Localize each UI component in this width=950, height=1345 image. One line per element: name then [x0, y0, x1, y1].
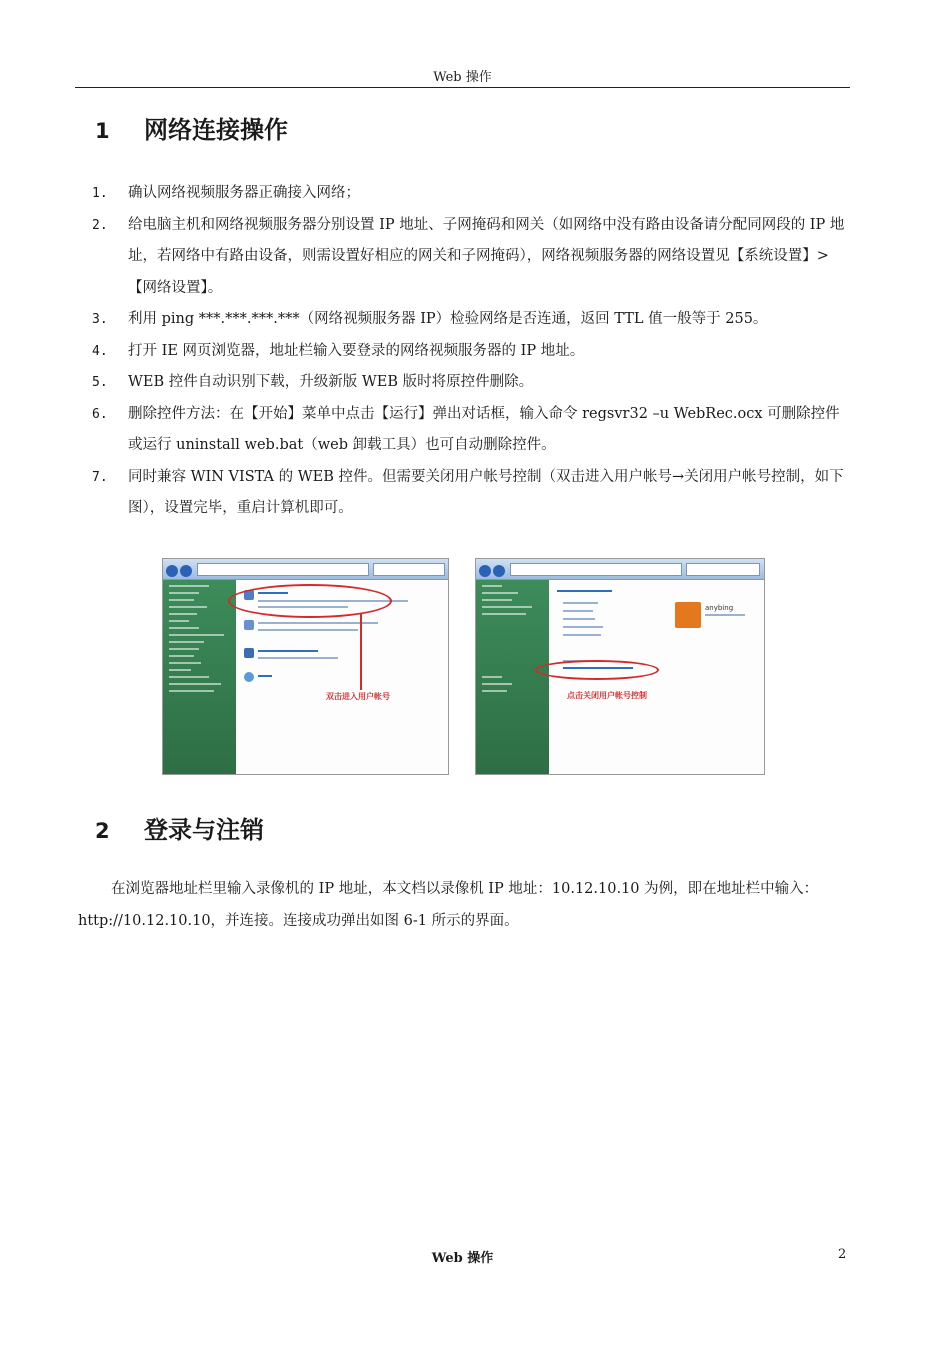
section-number: 2 — [95, 819, 110, 843]
callout-pointer — [360, 614, 362, 690]
window-titlebar — [163, 559, 448, 580]
list-item — [92, 304, 852, 336]
login-paragraph: 在浏览器地址栏里输入录像机的 IP 地址，本文档以录像机 IP 地址：10.12.10.10 为例，即在地址栏中输入：http://10.12.10.10，并连接。连接成功弹出如图 6-1 所示的界面。 — [78, 881, 819, 929]
cardspace-icon — [244, 648, 254, 658]
highlight-oval — [228, 584, 392, 618]
account-name: anybing — [705, 604, 734, 612]
section-heading-2 — [95, 810, 264, 845]
section-title: 登录与注销 — [144, 816, 264, 844]
list-number: 2. — [92, 217, 108, 233]
list-text: 同时兼容 WIN VISTA 的 WEB 控件。但需要关闭用户帐号控制（双击进入用户帐号→关闭用户帐号控制，如下图），设置完毕，重启计算机即可。 — [128, 468, 844, 516]
list-number: 6. — [92, 406, 108, 422]
list-text: 给电脑主机和网络视频服务器分别设置 IP 地址、子网掩码和网关（如网络中没有路由设备请分配同网段的 IP 地址，若网络中有路由设备，则需设置好相应的网关和子网掩码），网络视频服务器的网络设置见【系统设置】>【网络设置】。 — [128, 216, 845, 296]
page-number: 2 — [838, 1247, 847, 1262]
list-item — [92, 367, 852, 399]
list-number: 5. — [92, 375, 108, 390]
window-titlebar — [476, 559, 764, 580]
mail-icon — [244, 672, 254, 682]
list-item — [92, 178, 852, 210]
list-item — [92, 336, 852, 368]
address-bar — [197, 563, 369, 576]
list-number: 7. — [92, 469, 108, 485]
list-item — [92, 210, 852, 305]
header-divider — [75, 87, 850, 88]
control-panel-sidebar — [163, 580, 236, 774]
callout-label: 点击关闭用户帐号控制 — [567, 691, 647, 700]
list-text: 删除控件方法：在【开始】菜单中点击【运行】弹出对话框，输入命令 regsvr32 –u WebRec.ocx 可删除控件或运行 uninstall web.bat（web 卸载工具）也可自动删除控件。 — [128, 405, 840, 453]
search-box — [373, 563, 445, 576]
list-number: 4. — [92, 343, 108, 359]
section-number: 1 — [95, 119, 110, 143]
window-content — [549, 580, 764, 774]
screenshot-user-accounts — [162, 558, 449, 775]
search-box — [686, 563, 760, 576]
family-safety-icon — [244, 620, 254, 630]
section-title: 网络连接操作 — [144, 116, 288, 144]
callout-label: 双击进入用户帐号 — [326, 692, 390, 701]
list-text: WEB 控件自动识别下载，升级新版 WEB 版时将原控件删除。 — [128, 374, 534, 390]
page-footer: Web 操作 — [431, 1251, 494, 1266]
list-item — [92, 399, 852, 462]
list-text: 确认网络视频服务器正确接入网络； — [128, 185, 360, 201]
list-item — [92, 462, 852, 525]
highlight-oval — [535, 660, 659, 680]
screenshot-uac-toggle — [475, 558, 765, 775]
user-avatar — [675, 602, 701, 628]
window-content — [236, 580, 448, 774]
back-forward-icon — [166, 562, 194, 576]
control-panel-sidebar — [476, 580, 549, 774]
list-text: 打开 IE 网页浏览器，地址栏输入要登录的网络视频服务器的 IP 地址。 — [128, 342, 585, 359]
section-heading-1 — [95, 110, 288, 145]
list-text: 利用 ping ***.***.***.***（网络视频服务器 IP）检验网络是否连通，返回 TTL 值一般等于 255。 — [128, 311, 768, 327]
back-forward-icon — [479, 562, 507, 576]
address-bar — [510, 563, 682, 576]
list-number: 3. — [92, 312, 108, 327]
page-header: Web 操作 — [433, 70, 492, 85]
instruction-list — [92, 178, 852, 525]
list-number: 1. — [92, 186, 108, 201]
